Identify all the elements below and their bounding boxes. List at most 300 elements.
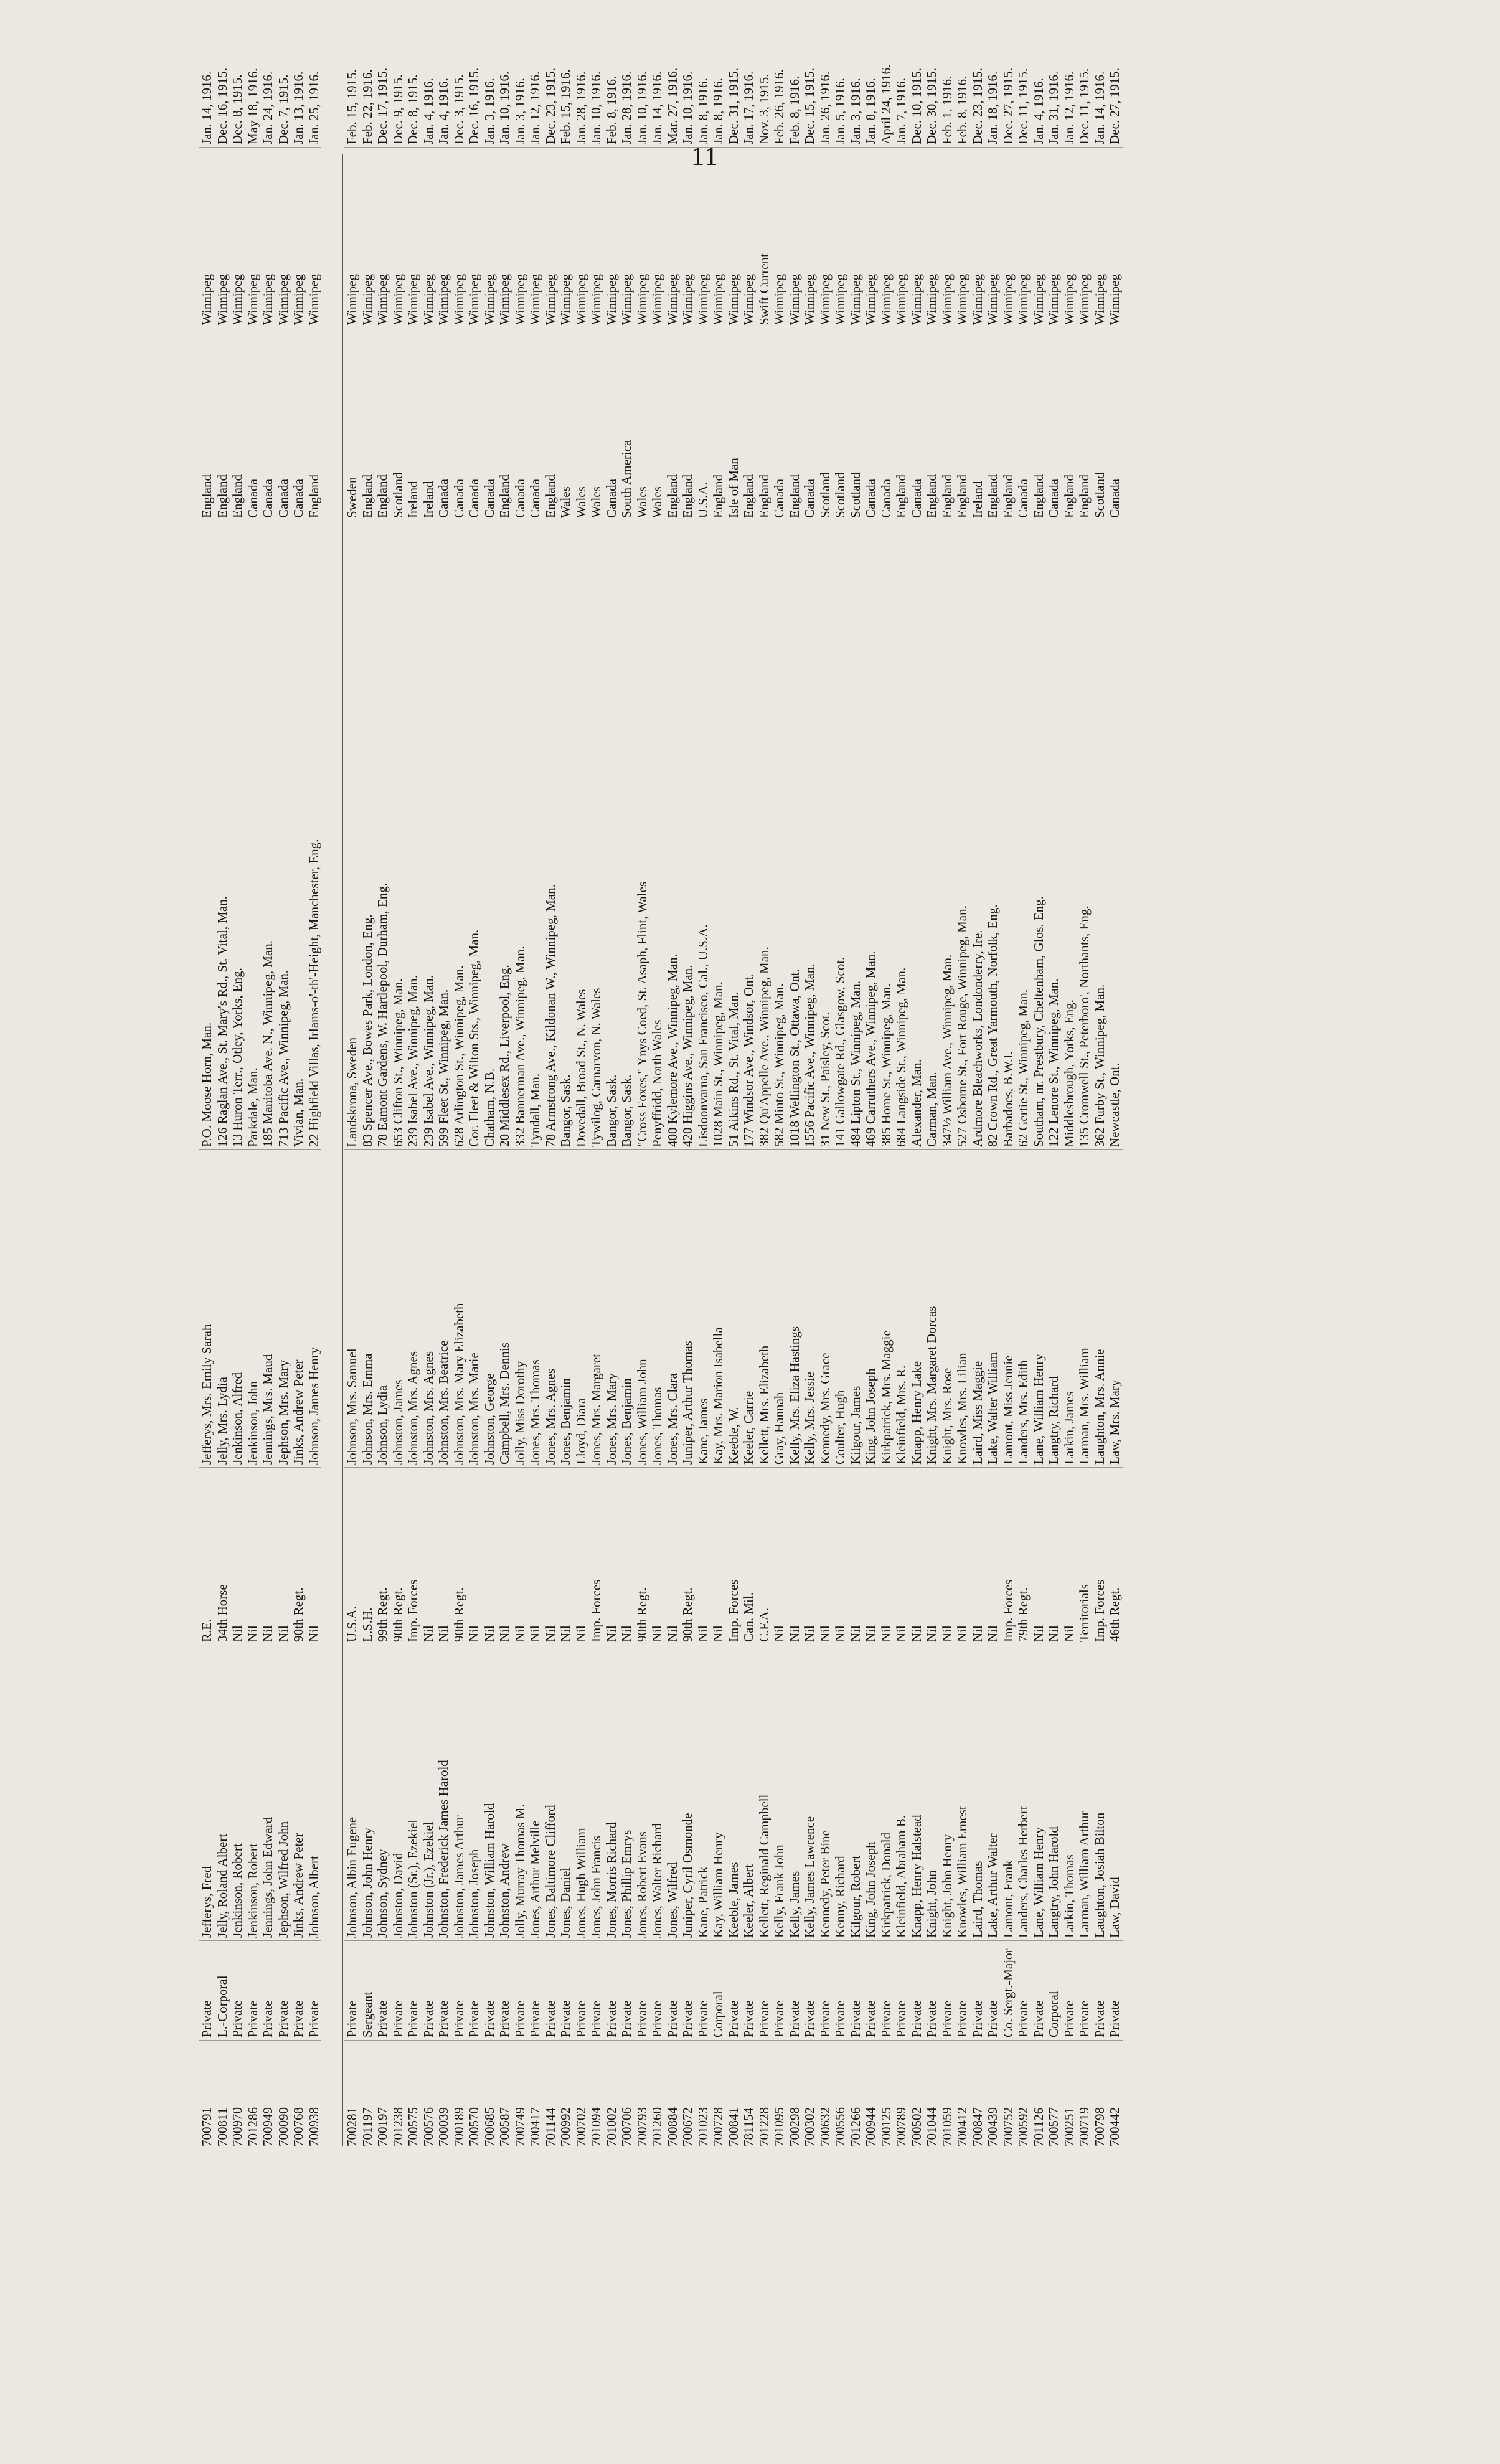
cell-country: Wales: [634, 328, 650, 521]
cell-date: Dec. 11, 1915.: [1016, 23, 1031, 148]
cell-place: Winnipeg: [421, 148, 436, 328]
cell-rank: Private: [260, 1941, 276, 2041]
table-row: [573, 71, 589, 2146]
cell-no: 701023: [695, 2107, 710, 2146]
cell-name: Johnson, Albin Eugene: [344, 1645, 360, 1941]
record-group: [199, 67, 321, 2146]
cell-no: 701044: [924, 2107, 939, 2146]
cell-next-of-kin: Jones, Mrs. Agnes: [543, 1150, 559, 1468]
cell-former-corps: Nil: [230, 1468, 245, 1645]
cell-former-corps: Nil: [482, 1468, 498, 1645]
cell-country: Scotland: [818, 328, 833, 521]
cell-country: England: [985, 328, 1001, 521]
cell-place: Swift Current: [757, 148, 772, 328]
cell-place: Winnipeg: [360, 148, 375, 328]
cell-place: Winnipeg: [1016, 148, 1031, 328]
cell-date: Jan. 14, 1916.: [1092, 23, 1108, 148]
cell-date: Dec. 23, 1915.: [970, 23, 986, 148]
cell-next-of-kin: Knight, Mrs. Rose: [940, 1150, 955, 1468]
cell-date: Jan. 4, 1916.: [436, 23, 451, 148]
cell-date: Jan. 3, 1916.: [848, 23, 864, 148]
cell-next-of-kin: Keeler, Carrie: [741, 1150, 757, 1468]
cell-country: Canada: [245, 328, 261, 521]
cell-address: 78 Eamont Gardens, W. Hartlepool, Durham, Eng.: [375, 521, 390, 1150]
cell-former-corps: Nil: [245, 1468, 261, 1645]
cell-next-of-kin: Johnston, Mrs. Marie: [466, 1150, 482, 1468]
cell-country: U.S.A.: [696, 328, 711, 521]
cell-next-of-kin: Johnson, James Henry: [306, 1150, 322, 1468]
cell-next-of-kin: Johnson, Lydia: [375, 1150, 390, 1468]
cell-next-of-kin: Jones, Mrs. Clara: [665, 1150, 681, 1468]
table-row: [466, 67, 482, 2146]
cell-country: Wales: [649, 328, 665, 521]
cell-name: Jinks, Andrew Peter: [291, 1645, 306, 1941]
cell-country: England: [215, 328, 230, 521]
cell-place: Winnipeg: [527, 148, 543, 328]
cell-name: Kane, Patrick: [696, 1645, 711, 1941]
cell-name: King, John Joseph: [863, 1645, 879, 1941]
cell-date: Jan. 5, 1916.: [833, 23, 848, 148]
cell-date: Feb. 22, 1916.: [360, 23, 375, 148]
cell-place: Winnipeg: [1001, 148, 1016, 328]
cell-next-of-kin: Jephson, Mrs. Mary: [276, 1150, 291, 1468]
cell-no: 701238: [390, 2107, 405, 2146]
cell-date: Jan. 14, 1916.: [649, 23, 665, 148]
cell-address: 239 Isabel Ave., Winnipeg, Man.: [405, 521, 421, 1150]
cell-date: Dec. 9, 1915.: [390, 23, 406, 148]
cell-name: Jefferys, Fred: [199, 1645, 215, 1941]
cell-next-of-kin: King, John Joseph: [863, 1150, 879, 1468]
cell-former-corps: Nil: [260, 1468, 276, 1645]
cell-next-of-kin: Kay, Mrs. Marion Isabella: [710, 1150, 726, 1468]
cell-address: 20 Middlesex Rd., Liverpool, Eng.: [497, 521, 512, 1150]
cell-former-corps: 90th Regt.: [291, 1468, 306, 1645]
cell-former-corps: Nil: [649, 1468, 665, 1645]
cell-country: Canada: [879, 328, 894, 521]
cell-place: Winnipeg: [940, 148, 955, 328]
cell-next-of-kin: Kelly, Mrs. Jessie: [802, 1150, 818, 1468]
table-row: [375, 67, 390, 2146]
cell-name: Johnson, John Henry: [360, 1645, 375, 1941]
cell-country: England: [1077, 328, 1092, 521]
cell-place: Winnipeg: [848, 148, 864, 328]
cell-name: Jelly, Roland Albert: [215, 1645, 230, 1941]
cell-country: Canada: [604, 328, 620, 521]
cell-rank: Co. Sergt.-Major: [1001, 1941, 1016, 2041]
cell-former-corps: 99th Regt.: [375, 1468, 390, 1645]
cell-date: Jan. 10, 1916.: [680, 23, 696, 148]
cell-next-of-kin: Johnston, James: [390, 1150, 406, 1468]
cell-place: Winnipeg: [276, 148, 291, 328]
cell-address: 185 Manitoba Ave. N., Winnipeg, Man.: [260, 521, 276, 1150]
cell-address: 469 Carruthers Ave., Winnipeg, Man.: [863, 521, 879, 1150]
cell-rank: Private: [940, 1941, 955, 2041]
cell-no: 700439: [985, 2107, 1000, 2146]
cell-next-of-kin: Lamont, Miss Jennie: [1001, 1150, 1016, 1468]
cell-date: Jan. 31, 1916.: [1046, 23, 1062, 148]
cell-name: Johnston (Jr.), Ezekiel: [421, 1645, 436, 1941]
cell-former-corps: Nil: [909, 1468, 925, 1645]
cell-next-of-kin: Jones, Mrs. Mary: [604, 1150, 620, 1468]
cell-place: Winnipeg: [405, 148, 421, 328]
cell-name: Johnston (Sr.), Ezekiel: [405, 1645, 421, 1941]
cell-address: 82 Crown Rd., Great Yarmouth, Norfolk, Eng.: [985, 521, 1001, 1150]
cell-date: Jan. 8, 1916.: [710, 23, 726, 148]
cell-name: Jones, Walter Richard: [649, 1645, 665, 1941]
cell-no: 701095: [771, 2107, 786, 2146]
cell-country: Scotland: [390, 328, 406, 521]
cell-address: Penyffridd, North Wales: [649, 521, 665, 1150]
table-row: [344, 69, 360, 2146]
cell-address: 13 Huron Terr., Otley, Yorks, Eng.: [230, 521, 245, 1150]
cell-date: Feb. 8, 1916.: [787, 23, 803, 148]
cell-rank: Private: [375, 1941, 390, 2041]
cell-rank: Private: [909, 1941, 925, 2041]
cell-address: Southam, nr. Prestbury, Cheltenham, Glos. Eng.: [1031, 521, 1047, 1150]
cell-date: Feb. 15, 1915.: [344, 23, 360, 148]
cell-rank: Private: [588, 1941, 604, 2041]
cell-former-corps: C.F.A.: [757, 1468, 772, 1645]
cell-country: Wales: [573, 328, 589, 521]
cell-address: 239 Isabel Ave., Winnipeg, Man.: [421, 521, 436, 1150]
cell-former-corps: 79th Regt.: [1016, 1468, 1031, 1645]
cell-former-corps: Nil: [436, 1468, 451, 1645]
cell-no: 700281: [344, 2107, 359, 2146]
cell-name: Jones, Daniel: [558, 1645, 573, 1941]
record-group: [344, 64, 1123, 2146]
cell-no: 700847: [969, 2107, 985, 2146]
table-row: [756, 73, 772, 2146]
cell-address: Chatham, N.B.: [482, 521, 498, 1150]
cell-next-of-kin: Kane, James: [696, 1150, 711, 1468]
cell-place: Winnipeg: [512, 148, 528, 328]
cell-no: 700556: [833, 2107, 847, 2146]
cell-date: Nov. 3, 1915.: [757, 23, 772, 148]
cell-place: Winnipeg: [291, 148, 306, 328]
cell-next-of-kin: Johnston, Mrs. Agnes: [421, 1150, 436, 1468]
cell-no: 700970: [230, 2107, 245, 2146]
cell-date: Jan. 24, 1916.: [260, 23, 276, 148]
table-row: [725, 67, 742, 2146]
cell-name: Keeble, James: [726, 1645, 742, 1941]
cell-former-corps: Nil: [421, 1468, 436, 1645]
table-row: [359, 69, 375, 2146]
cell-place: Winnipeg: [741, 148, 757, 328]
cell-no: 700685: [481, 2107, 497, 2146]
cell-rank: Private: [291, 1941, 306, 2041]
cell-no: 781154: [741, 2107, 756, 2146]
cell-country: Wales: [558, 328, 573, 521]
cell-address: Tyndall, Man.: [527, 521, 543, 1150]
cell-date: Jan. 28, 1916.: [573, 23, 589, 148]
cell-rank: Private: [390, 1941, 406, 2041]
cell-date: Dec. 15, 1915.: [802, 23, 818, 148]
cell-place: Winnipeg: [436, 148, 451, 328]
cell-date: Jan. 3, 1916.: [482, 23, 498, 148]
cell-country: England: [1031, 328, 1047, 521]
cell-no: 700672: [680, 2107, 695, 2146]
cell-place: Winnipeg: [924, 148, 940, 328]
cell-rank: Private: [466, 1941, 482, 2041]
cell-name: Jennings, John Edward: [260, 1645, 276, 1941]
cell-rank: Private: [634, 1941, 650, 2041]
cell-name: Johnston, William Harold: [482, 1645, 498, 1941]
table-row: [497, 71, 512, 2146]
cell-address: "Cross Foxes," Ynys Coed, St. Asaph, Flint, Wales: [634, 521, 650, 1150]
cell-address: P.O. Moose Horn, Man.: [199, 521, 215, 1150]
cell-rank: Private: [512, 1941, 528, 2041]
cell-place: Winnipeg: [696, 148, 711, 328]
cell-no: 701286: [245, 2107, 260, 2146]
table-row: [588, 71, 604, 2146]
cell-former-corps: Imp. Forces: [726, 1468, 742, 1645]
cell-next-of-kin: Jelly, Mrs. Lydia: [215, 1150, 230, 1468]
cell-no: 701197: [359, 2107, 375, 2146]
cell-next-of-kin: Jolly, Miss Dorothy: [512, 1150, 528, 1468]
cell-place: Winnipeg: [863, 148, 879, 328]
cell-name: Jones, Arthur Melville: [527, 1645, 543, 1941]
cell-no: 700944: [863, 2107, 878, 2146]
cell-address: Vivian, Man.: [291, 521, 306, 1150]
cell-former-corps: 34th Horse: [215, 1468, 230, 1645]
cell-next-of-kin: Johnston, George: [482, 1150, 498, 1468]
cell-former-corps: 90th Regt.: [390, 1468, 406, 1645]
cell-country: Canada: [527, 328, 543, 521]
cell-former-corps: Territorials: [1077, 1468, 1092, 1645]
cell-rank: Private: [306, 1941, 322, 2041]
cell-country: England: [360, 328, 375, 521]
cell-name: Johnson, Albert: [306, 1645, 322, 1941]
table-row: [908, 67, 925, 2146]
cell-former-corps: Nil: [787, 1468, 803, 1645]
cell-former-corps: Nil: [1031, 1468, 1047, 1645]
cell-country: England: [757, 328, 772, 521]
cell-next-of-kin: Landers, Mrs. Edith: [1016, 1150, 1031, 1468]
table-row: [985, 71, 1001, 2146]
cell-former-corps: Nil: [818, 1468, 833, 1645]
cell-country: Canada: [482, 328, 498, 521]
table-row: [969, 67, 986, 2146]
cell-date: Jan. 25, 1916.: [306, 23, 322, 148]
cell-no: 700706: [619, 2107, 634, 2146]
cell-rank: Private: [230, 1941, 245, 2041]
cell-country: England: [894, 328, 909, 521]
cell-former-corps: Nil: [863, 1468, 879, 1645]
cell-address: 31 New St., Paisley, Scot.: [818, 521, 833, 1150]
cell-country: England: [1001, 328, 1016, 521]
nominal-roll-table: [199, 64, 1144, 2146]
cell-name: Johnston, James Arthur: [451, 1645, 467, 1941]
cell-former-corps: Can. Mil.: [741, 1468, 757, 1645]
cell-former-corps: Nil: [306, 1468, 322, 1645]
cell-next-of-kin: Laird, Miss Maggie: [970, 1150, 986, 1468]
cell-place: Winnipeg: [710, 148, 726, 328]
cell-name: Laird, Thomas: [970, 1645, 986, 1941]
cell-no: 701260: [649, 2107, 664, 2146]
cell-address: Barbadoes, B.W.I.: [1001, 521, 1016, 1150]
cell-former-corps: Nil: [497, 1468, 512, 1645]
table-row: [214, 67, 230, 2146]
cell-rank: Corporal: [1046, 1941, 1062, 2041]
cell-rank: Private: [818, 1941, 833, 2041]
cell-country: Canada: [291, 328, 306, 521]
cell-next-of-kin: Kleinfield, Mrs. R.: [894, 1150, 909, 1468]
cell-rank: Private: [802, 1941, 818, 2041]
cell-name: Landers, Charles Herbert: [1016, 1645, 1031, 1941]
cell-place: Winnipeg: [230, 148, 245, 328]
cell-rank: Private: [970, 1941, 986, 2041]
cell-name: Larman, William Arthur: [1077, 1645, 1092, 1941]
cell-former-corps: Nil: [276, 1468, 291, 1645]
cell-rank: Private: [497, 1941, 512, 2041]
cell-rank: Private: [680, 1941, 696, 2041]
cell-country: England: [955, 328, 970, 521]
cell-no: 700884: [664, 2107, 680, 2146]
table-row: [405, 74, 421, 2146]
cell-date: April 24, 1916.: [879, 23, 894, 148]
cell-no: 700417: [527, 2107, 542, 2146]
cell-place: Winnipeg: [787, 148, 803, 328]
cell-address: 78 Armstrong Ave., Kildonan W., Winnipeg, Man.: [543, 521, 559, 1150]
cell-place: Winnipeg: [199, 148, 215, 328]
cell-country: Canada: [909, 328, 925, 521]
cell-no: 700632: [817, 2107, 833, 2146]
cell-name: Kellett, Reginald Campbell: [757, 1645, 772, 1941]
cell-former-corps: Imp. Forces: [1092, 1468, 1108, 1645]
table-row: [542, 67, 559, 2146]
cell-former-corps: Nil: [1046, 1468, 1062, 1645]
cell-address: Lisdoonvarna, San Francisco, Cal., U.S.A.: [696, 521, 711, 1150]
table-row: [680, 71, 696, 2146]
cell-name: Johnston, David: [390, 1645, 406, 1941]
cell-rank: Private: [451, 1941, 467, 2041]
cell-place: Winnipeg: [818, 148, 833, 328]
cell-address: Bangor, Sask.: [558, 521, 573, 1150]
cell-place: Winnipeg: [1107, 148, 1123, 328]
cell-date: Feb. 8, 1916.: [604, 23, 620, 148]
cell-name: Knight, John Henry: [940, 1645, 955, 1941]
cell-country: Ireland: [970, 328, 986, 521]
cell-no: 700587: [497, 2107, 512, 2146]
cell-country: Canada: [1107, 328, 1123, 521]
table-row: [710, 78, 726, 2146]
cell-next-of-kin: Langtry, Richard: [1046, 1150, 1062, 1468]
cell-former-corps: Nil: [955, 1468, 970, 1645]
cell-rank: Private: [757, 1941, 772, 2041]
cell-date: Dec. 8, 1915.: [230, 23, 245, 148]
cell-name: Kirkpatrick, Donald: [879, 1645, 894, 1941]
table-row: [741, 71, 757, 2146]
cell-address: Tywilog, Carnarvon, N. Wales: [588, 521, 604, 1150]
cell-former-corps: R.E.: [199, 1468, 215, 1645]
cell-former-corps: Nil: [1062, 1468, 1077, 1645]
cell-date: Jan. 17, 1916.: [741, 23, 757, 148]
cell-rank: Private: [421, 1941, 436, 2041]
cell-name: Larkin, Thomas: [1062, 1645, 1077, 1941]
cell-address: 83 Spencer Ave., Bowes Park, London, Eng.: [360, 521, 375, 1150]
cell-name: Knapp, Henry Halstead: [909, 1645, 925, 1941]
cell-place: Winnipeg: [1077, 148, 1092, 328]
cell-name: Jenkinson, Robert: [245, 1645, 261, 1941]
cell-next-of-kin: Jefferys, Mrs. Emily Sarah: [199, 1150, 215, 1468]
table-row: [619, 71, 634, 2146]
cell-rank: Private: [649, 1941, 665, 2041]
cell-rank: Private: [619, 1941, 634, 2041]
table-row: [1077, 68, 1092, 2146]
cell-next-of-kin: Kennedy, Mrs. Grace: [818, 1150, 833, 1468]
cell-next-of-kin: Jones, William John: [634, 1150, 650, 1468]
cell-name: Jolly, Murray Thomas M.: [512, 1645, 528, 1941]
cell-rank: Private: [245, 1941, 261, 2041]
cell-date: Jan. 8, 1916.: [696, 23, 711, 148]
table-row: [1107, 67, 1123, 2146]
cell-no: 700752: [1000, 2107, 1016, 2146]
cell-rank: Private: [726, 1941, 742, 2041]
cell-next-of-kin: Jones, Mrs. Thomas: [527, 1150, 543, 1468]
cell-address: Middlesbrough, Yorks, Eng.: [1062, 521, 1077, 1150]
cell-rank: Private: [833, 1941, 848, 2041]
cell-place: Winnipeg: [634, 148, 650, 328]
cell-no: 701144: [542, 2107, 558, 2146]
cell-no: 700992: [558, 2107, 573, 2146]
cell-rank: Private: [1107, 1941, 1123, 2041]
cell-former-corps: U.S.A.: [344, 1468, 360, 1645]
cell-country: Scotland: [833, 328, 848, 521]
cell-country: England: [375, 328, 390, 521]
cell-place: Winnipeg: [894, 148, 909, 328]
table-row: [1092, 71, 1108, 2146]
cell-former-corps: Nil: [619, 1468, 634, 1645]
cell-no: 701266: [847, 2107, 863, 2146]
cell-no: 700728: [710, 2107, 725, 2146]
cell-name: Knowles, William Ernest: [955, 1645, 970, 1941]
cell-name: Lamont, Frank: [1001, 1645, 1016, 1941]
cell-date: Jan. 28, 1916.: [619, 23, 634, 148]
cell-address: Landskrona, Sweden: [344, 521, 360, 1150]
cell-country: England: [497, 328, 512, 521]
cell-date: Mar. 27, 1916.: [665, 23, 681, 148]
cell-date: Dec. 17, 1915.: [375, 23, 390, 148]
cell-name: Kenny, Richard: [833, 1645, 848, 1941]
cell-date: Dec. 23, 1915.: [543, 23, 559, 148]
cell-country: Ireland: [405, 328, 421, 521]
cell-next-of-kin: Johnston, Mrs. Mary Elizabeth: [451, 1150, 467, 1468]
table-row: [833, 78, 848, 2146]
cell-next-of-kin: Jennings, Mrs. Maud: [260, 1150, 276, 1468]
cell-country: England: [741, 328, 757, 521]
cell-name: Lane, William Henry: [1031, 1645, 1047, 1941]
cell-name: Jones, Phillip Emrys: [619, 1645, 634, 1941]
cell-no: 701002: [603, 2107, 619, 2146]
cell-name: Kelly, James Lawrence: [802, 1645, 818, 1941]
cell-place: Winnipeg: [497, 148, 512, 328]
cell-country: England: [940, 328, 955, 521]
cell-address: 22 Highfield Villas, Irlams-o'-th'-Height, Manchester, Eng.: [306, 521, 322, 1150]
cell-address: 332 Bannerman Ave., Winnipeg, Man.: [512, 521, 528, 1150]
cell-address: 1018 Wellington St., Ottawa, Ont.: [787, 521, 803, 1150]
cell-place: Winnipeg: [680, 148, 696, 328]
cell-rank: Private: [1031, 1941, 1047, 2041]
cell-date: May 18, 1916.: [245, 23, 261, 148]
cell-country: England: [1062, 328, 1077, 521]
cell-no: 700949: [260, 2107, 275, 2146]
cell-address: 628 Arlington St., Winnipeg, Man.: [451, 521, 467, 1150]
table-row: [1061, 71, 1077, 2146]
cell-no: 700502: [908, 2107, 924, 2146]
cell-next-of-kin: Lloyd, Diara: [573, 1150, 589, 1468]
cell-name: Law, David: [1107, 1645, 1123, 1941]
cell-date: Dec. 16, 1915.: [215, 23, 230, 148]
